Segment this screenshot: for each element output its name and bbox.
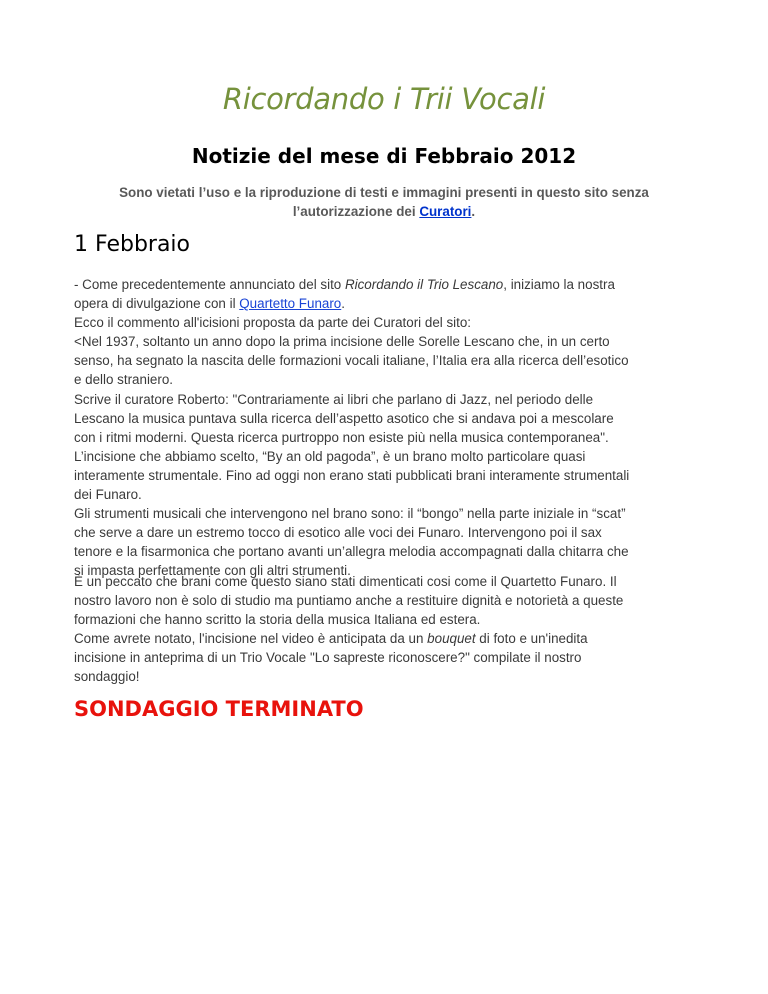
text-line: È un peccato che brani come questo siano stati dimenticati cosi come il Quartetto Funaro. Il [74,574,617,589]
text-line: incisione in anteprima di un Trio Vocale "Lo sapreste riconoscere?" compilate il nostro [74,650,582,666]
page-subtitle: Notizie del mese di Febbraio 2012 [191,144,577,168]
text-line: formazioni che hanno scritto la storia della musica Italiana ed estera. [74,612,481,628]
text-line [74,294,704,313]
text-line: si impasta perfettamente con gli altri strumenti. [74,563,351,579]
notice-period: . [471,204,476,219]
text-span: , iniziamo la nostra [503,277,615,292]
notice-text: Sono vietati l’uso e la riproduzione di testi e immagini presenti in questo sito senza l’autorizzazione dei [119,185,649,219]
text-line: tenore e la fisarmonica che portano avanti un’allegra melodia accompagnati dalla chitarra che [74,544,629,560]
quartetto-funaro-link[interactable]: Quartetto Funaro [239,296,342,312]
text-line: sondaggio! [74,669,140,685]
poll-result-heading: SONDAGGIO TERMINATO [74,697,364,721]
paragraph-closing [74,572,704,687]
paragraph-intro [74,275,704,581]
text-line: Lescano la musica puntava sulla ricerca dell’aspetto asotico che si andava poi a mescolare [74,410,614,426]
text-line: Gli strumenti musicali che intervengono nel brano sono: il “bongo” nella parte iniziale in “scat” [74,506,626,522]
text-line: senso, ha segnato la nascita delle formazioni vocali italiane, l’Italia era alla ricerca dell’esotico [74,353,629,369]
site-name: Ricordando il Trio Lescano [344,277,504,292]
text-span: di foto e un'inedita [475,631,588,647]
text-line: Ecco il commento all'icisioni proposta da parte dei Curatori del sito: [74,315,472,331]
text-span: - Come precedentemente annunciato del sito [74,277,345,292]
text-line: con i ritmi moderni. Questa ricerca purtroppo non esiste più nella musica contemporanea". [74,429,609,445]
copyright-notice [80,183,688,221]
text-line [74,275,704,294]
text-line: dei Funaro. [74,487,142,503]
text-line: <Nel 1937, soltanto un anno dopo la prima incisione delle Sorelle Lescano che, in un certo [74,334,610,350]
text-span: opera di divulgazione con il [74,296,240,312]
page-title: Ricordando i Trii Vocali [222,82,546,116]
text-line: nostro lavoro non è solo di studio ma puntiamo anche a restituire dignità e notorietà a queste [74,593,624,609]
text-line: interamente strumentale. Fino ad oggi non erano stati pubblicati brani interamente strumentali [74,467,630,483]
text-line: Scrive il curatore Roberto: "Contrariamente ai libri che parlano di Jazz, nel periodo delle [74,391,594,407]
text-line: e dello straniero. [74,372,173,388]
text-span: Come avrete notato, l'incisione nel video è anticipata da un [74,631,428,647]
text-line: L’incisione che abbiamo scelto, “By an old pagoda”, è un brano molto particolare quasi [74,448,586,464]
section-heading: 1 Febbraio [74,232,191,257]
bouquet-term: bouquet [427,631,476,647]
text-line: che serve a dare un estremo tocco di esotico alle voci dei Funaro. Intervengono poi il sax [74,525,602,541]
text-line [74,629,704,648]
curatori-link[interactable]: Curatori [419,204,472,219]
text-span: . [341,296,345,312]
